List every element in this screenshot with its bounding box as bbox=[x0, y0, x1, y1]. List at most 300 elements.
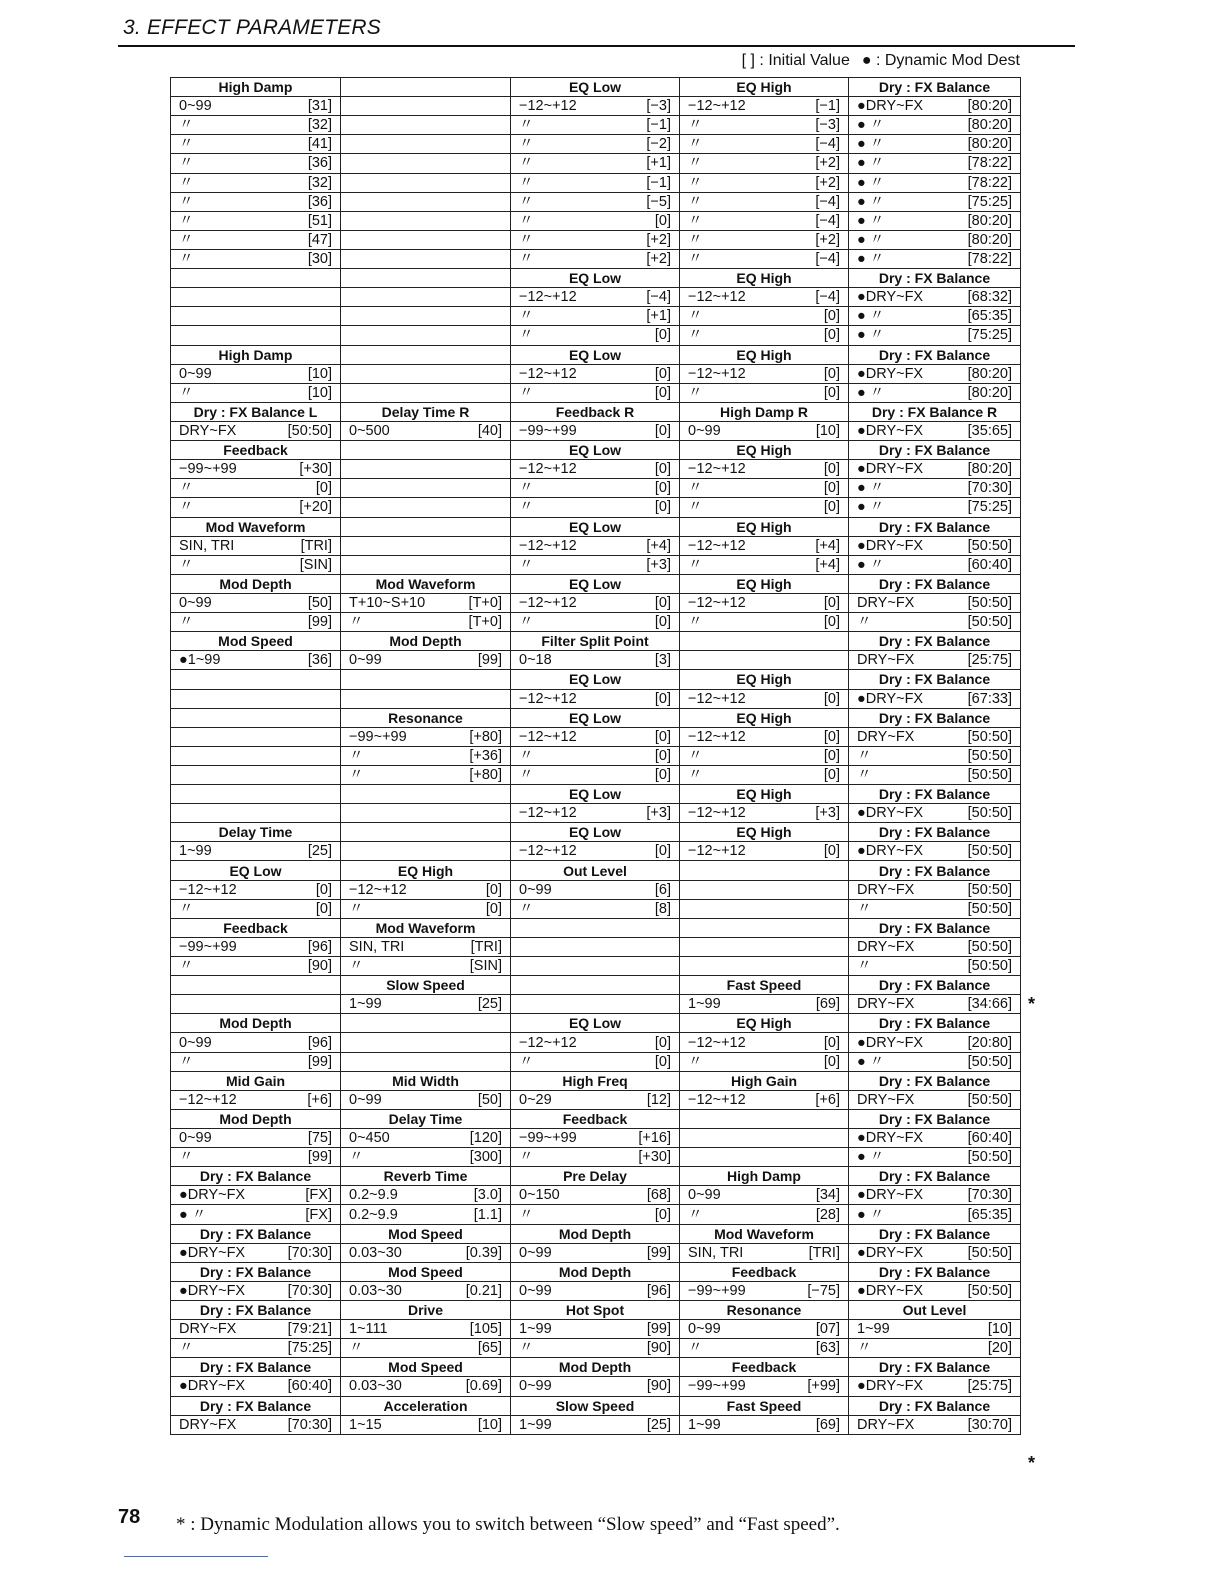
parameter-value-cell bbox=[511, 1090, 680, 1109]
empty-cell bbox=[680, 632, 849, 651]
initial-value: [32] bbox=[307, 117, 332, 134]
parameter-name-cell: Slow Speed bbox=[511, 1396, 680, 1415]
value-range: 〃 bbox=[857, 1340, 872, 1357]
parameter-value-cell bbox=[849, 555, 1021, 574]
value-range: 〃 bbox=[349, 1149, 364, 1166]
parameter-value-cell bbox=[171, 1205, 341, 1224]
table-row bbox=[171, 307, 1021, 326]
initial-value: [+36] bbox=[469, 747, 502, 764]
value-range: 〃 bbox=[349, 614, 364, 631]
initial-value: [0] bbox=[823, 747, 840, 764]
legend-dynamic-mod-dest: ● : Dynamic Mod Dest bbox=[861, 52, 1020, 69]
table-row bbox=[171, 937, 1021, 956]
initial-value: [−1] bbox=[815, 98, 840, 115]
initial-value: [10] bbox=[987, 1321, 1012, 1338]
value-range: DRY~FX bbox=[179, 1416, 237, 1433]
initial-value: [−4] bbox=[815, 289, 840, 306]
parameter-value-cell bbox=[341, 1243, 511, 1262]
empty-cell bbox=[341, 689, 511, 708]
parameter-value-cell bbox=[171, 613, 341, 632]
table-row bbox=[171, 230, 1021, 249]
parameter-value-cell bbox=[680, 613, 849, 632]
value-range: 〃 bbox=[688, 136, 703, 153]
parameter-value-cell bbox=[849, 230, 1021, 249]
empty-cell bbox=[341, 192, 511, 211]
initial-value: [60:40] bbox=[287, 1378, 332, 1395]
value-range: −12~+12 bbox=[519, 537, 577, 554]
value-range: −99~+99 bbox=[688, 1378, 746, 1395]
initial-value: [0] bbox=[654, 461, 671, 478]
parameter-name-cell: EQ Low bbox=[511, 785, 680, 804]
value-range: −12~+12 bbox=[519, 728, 577, 745]
initial-value: [0] bbox=[315, 881, 332, 898]
parameter-value-cell bbox=[849, 498, 1021, 517]
table-row bbox=[171, 651, 1021, 670]
value-range: 〃 bbox=[688, 174, 703, 191]
parameter-value-cell bbox=[511, 1186, 680, 1205]
parameter-value-cell bbox=[171, 192, 341, 211]
value-range: 1~99 bbox=[519, 1416, 552, 1433]
parameter-value-cell bbox=[511, 880, 680, 899]
parameter-value-cell bbox=[511, 288, 680, 307]
initial-value: [07] bbox=[815, 1321, 840, 1338]
value-range: 〃 bbox=[688, 308, 703, 325]
parameter-name-cell: Delay Time bbox=[341, 1109, 511, 1128]
parameter-name-cell: EQ High bbox=[680, 269, 849, 288]
table-row bbox=[171, 689, 1021, 708]
parameter-value-cell bbox=[849, 1377, 1021, 1396]
initial-value: [50] bbox=[307, 595, 332, 611]
parameter-value-cell bbox=[171, 880, 341, 899]
value-range: 〃 bbox=[349, 958, 364, 975]
value-range: 〃 bbox=[519, 384, 534, 401]
parameter-value-cell bbox=[511, 307, 680, 326]
parameter-value-cell bbox=[171, 364, 341, 383]
parameter-value-cell bbox=[511, 97, 680, 116]
table-row bbox=[171, 708, 1021, 727]
value-range: −12~+12 bbox=[688, 843, 746, 860]
parameter-value-cell bbox=[680, 1320, 849, 1339]
initial-value: [50:50] bbox=[967, 1282, 1012, 1299]
empty-cell bbox=[680, 957, 849, 976]
value-range: 〃 bbox=[349, 747, 364, 764]
parameter-value-cell bbox=[849, 937, 1021, 956]
initial-value: [0] bbox=[654, 614, 671, 631]
empty-cell bbox=[171, 804, 341, 823]
initial-value: [34:66] bbox=[967, 996, 1012, 1013]
initial-value: [+80] bbox=[469, 728, 502, 745]
initial-value: [75:25] bbox=[967, 193, 1012, 210]
parameter-value-cell bbox=[341, 1339, 511, 1358]
value-range: 〃 bbox=[519, 614, 534, 631]
parameter-value-cell bbox=[849, 364, 1021, 383]
initial-value: [TRI] bbox=[808, 1244, 840, 1261]
table-row bbox=[171, 97, 1021, 116]
parameter-value-cell bbox=[849, 536, 1021, 555]
table-row bbox=[171, 383, 1021, 402]
empty-cell bbox=[680, 880, 849, 899]
parameter-value-cell bbox=[680, 479, 849, 498]
parameter-name-cell: High Gain bbox=[680, 1071, 849, 1090]
initial-value: [+3] bbox=[815, 805, 840, 822]
value-range: 〃 bbox=[688, 327, 703, 344]
table-row bbox=[171, 1109, 1021, 1128]
parameter-value-cell bbox=[849, 1090, 1021, 1109]
parameter-value-cell bbox=[511, 536, 680, 555]
value-range: 〃 bbox=[857, 747, 872, 764]
parameter-name-cell: Mod Speed bbox=[341, 1262, 511, 1281]
value-range: 1~99 bbox=[349, 996, 382, 1013]
parameter-value-cell bbox=[171, 651, 341, 670]
parameter-name-cell: Fast Speed bbox=[680, 976, 849, 995]
parameter-value-cell bbox=[849, 249, 1021, 268]
empty-cell bbox=[341, 135, 511, 154]
initial-value: [TRI] bbox=[300, 537, 332, 554]
table-row bbox=[171, 861, 1021, 880]
parameter-name-cell: Mod Speed bbox=[341, 1224, 511, 1243]
empty-cell bbox=[341, 345, 511, 364]
value-range: 0~99 bbox=[349, 652, 382, 669]
initial-value: [69] bbox=[815, 1416, 840, 1433]
value-range: ●DRY~FX bbox=[857, 843, 924, 860]
parameter-value-cell bbox=[171, 1377, 341, 1396]
parameter-value-cell bbox=[171, 1090, 341, 1109]
table-row bbox=[171, 154, 1021, 173]
parameter-value-cell bbox=[341, 995, 511, 1014]
parameter-value-cell bbox=[171, 1243, 341, 1262]
parameter-value-cell bbox=[341, 937, 511, 956]
value-range: DRY~FX bbox=[857, 728, 915, 745]
parameter-value-cell bbox=[341, 1377, 511, 1396]
parameter-value-cell bbox=[849, 211, 1021, 230]
parameter-value-cell bbox=[511, 842, 680, 861]
initial-value: [50:50] bbox=[967, 728, 1012, 745]
table-row bbox=[171, 574, 1021, 593]
parameter-name-cell: Feedback bbox=[171, 441, 341, 460]
parameter-value-cell bbox=[680, 1339, 849, 1358]
initial-value: [70:30] bbox=[287, 1244, 332, 1261]
parameter-name-cell: Fast Speed bbox=[680, 1396, 849, 1415]
parameter-value-cell bbox=[680, 498, 849, 517]
value-range: SIN, TRI bbox=[688, 1244, 744, 1261]
value-range: DRY~FX bbox=[179, 423, 237, 440]
table-row bbox=[171, 1033, 1021, 1052]
parameter-name-cell: Feedback bbox=[680, 1358, 849, 1377]
parameter-value-cell bbox=[849, 613, 1021, 632]
parameter-name-cell: Dry : FX Balance bbox=[849, 976, 1021, 995]
parameter-name-cell: Dry : FX Balance bbox=[849, 861, 1021, 880]
value-range: 〃 bbox=[519, 212, 534, 229]
parameter-name-cell: High Damp bbox=[680, 1167, 849, 1186]
parameter-value-cell bbox=[511, 1205, 680, 1224]
value-range: −99~+99 bbox=[179, 938, 237, 955]
value-range: ● 〃 bbox=[857, 212, 885, 229]
table-row bbox=[171, 632, 1021, 651]
value-range: ● 〃 bbox=[857, 193, 885, 210]
initial-value: [105] bbox=[469, 1321, 502, 1338]
initial-value: [0] bbox=[823, 1053, 840, 1070]
parameter-value-cell bbox=[680, 1281, 849, 1300]
table-row bbox=[171, 402, 1021, 421]
initial-value: [90] bbox=[646, 1378, 671, 1395]
initial-value: [0.21] bbox=[465, 1282, 502, 1299]
parameter-value-cell bbox=[849, 995, 1021, 1014]
value-range: −12~+12 bbox=[519, 289, 577, 306]
parameter-name-cell: Dry : FX Balance bbox=[849, 918, 1021, 937]
parameter-name-cell: Dry : FX Balance bbox=[171, 1167, 341, 1186]
parameter-name-cell: Dry : FX Balance bbox=[849, 1358, 1021, 1377]
empty-cell bbox=[341, 823, 511, 842]
initial-value: [99] bbox=[307, 1053, 332, 1070]
initial-value: [−5] bbox=[646, 193, 671, 210]
initial-value: [67:33] bbox=[967, 690, 1012, 707]
parameter-name-cell: Dry : FX Balance bbox=[849, 785, 1021, 804]
parameter-value-cell bbox=[680, 421, 849, 440]
initial-value: [30] bbox=[307, 251, 332, 268]
parameter-value-cell bbox=[511, 746, 680, 765]
parameter-value-cell bbox=[680, 1033, 849, 1052]
parameter-value-cell bbox=[680, 460, 849, 479]
initial-value: [+3] bbox=[646, 805, 671, 822]
table-row bbox=[171, 1320, 1021, 1339]
value-range: −12~+12 bbox=[519, 1034, 577, 1051]
initial-value: [0] bbox=[654, 327, 671, 344]
parameter-name-cell: Dry : FX Balance bbox=[849, 1014, 1021, 1033]
parameter-value-cell bbox=[171, 97, 341, 116]
parameter-value-cell bbox=[511, 154, 680, 173]
parameter-value-cell bbox=[511, 460, 680, 479]
table-row bbox=[171, 1415, 1021, 1434]
table-row bbox=[171, 746, 1021, 765]
initial-value: [0] bbox=[654, 843, 671, 860]
parameter-name-cell: Dry : FX Balance bbox=[171, 1396, 341, 1415]
value-range: ●DRY~FX bbox=[179, 1187, 246, 1204]
parameter-name-cell: Dry : FX Balance L bbox=[171, 402, 341, 421]
initial-value: [99] bbox=[477, 652, 502, 669]
empty-cell bbox=[341, 479, 511, 498]
table-row bbox=[171, 1281, 1021, 1300]
value-range: 〃 bbox=[688, 556, 703, 573]
value-range: −12~+12 bbox=[519, 805, 577, 822]
parameter-value-cell bbox=[849, 173, 1021, 192]
parameter-value-cell bbox=[849, 307, 1021, 326]
parameter-name-cell: EQ High bbox=[680, 345, 849, 364]
value-range: −12~+12 bbox=[688, 690, 746, 707]
value-range: 0~29 bbox=[519, 1091, 552, 1108]
parameter-value-cell bbox=[511, 1320, 680, 1339]
initial-value: [20] bbox=[987, 1340, 1012, 1357]
parameter-value-cell bbox=[511, 1415, 680, 1434]
value-range: 0~99 bbox=[179, 365, 212, 382]
initial-value: [60:40] bbox=[967, 1130, 1012, 1147]
value-range: ● 〃 bbox=[857, 231, 885, 248]
initial-value: [65:35] bbox=[967, 308, 1012, 325]
value-range: 〃 bbox=[688, 1340, 703, 1357]
value-range: 〃 bbox=[519, 1340, 534, 1357]
initial-value: [10] bbox=[307, 384, 332, 401]
initial-value: [41] bbox=[307, 136, 332, 153]
value-range: 〃 bbox=[179, 556, 194, 573]
value-range: ● 〃 bbox=[857, 384, 885, 401]
table-row bbox=[171, 670, 1021, 689]
value-range: 〃 bbox=[688, 384, 703, 401]
table-row bbox=[171, 1358, 1021, 1377]
parameter-name-cell: High Freq bbox=[511, 1071, 680, 1090]
value-range: DRY~FX bbox=[857, 1416, 915, 1433]
parameter-value-cell bbox=[171, 842, 341, 861]
empty-cell bbox=[341, 288, 511, 307]
table-row bbox=[171, 957, 1021, 976]
table-row bbox=[171, 345, 1021, 364]
initial-value: [65:35] bbox=[967, 1206, 1012, 1223]
empty-cell bbox=[341, 1014, 511, 1033]
value-range: 〃 bbox=[688, 766, 703, 783]
initial-value: [50:50] bbox=[967, 881, 1012, 898]
asterisk-marker: * bbox=[1028, 1452, 1036, 1473]
parameter-name-cell: EQ Low bbox=[511, 345, 680, 364]
value-range: 〃 bbox=[349, 766, 364, 783]
parameter-value-cell bbox=[341, 651, 511, 670]
parameter-value-cell bbox=[511, 727, 680, 746]
initial-value: [99] bbox=[307, 1149, 332, 1166]
parameter-value-cell bbox=[849, 479, 1021, 498]
value-range: 〃 bbox=[179, 212, 194, 229]
initial-value: [0] bbox=[823, 614, 840, 631]
empty-cell bbox=[171, 326, 341, 345]
parameter-name-cell: Drive bbox=[341, 1301, 511, 1320]
table-row bbox=[171, 880, 1021, 899]
empty-cell bbox=[511, 918, 680, 937]
value-range: 〃 bbox=[349, 900, 364, 917]
initial-value: [300] bbox=[469, 1149, 502, 1166]
initial-value: [78:22] bbox=[967, 174, 1012, 191]
parameter-name-cell: Delay Time bbox=[171, 823, 341, 842]
parameter-name-cell: EQ High bbox=[680, 670, 849, 689]
value-range: ●DRY~FX bbox=[857, 537, 924, 554]
parameter-value-cell bbox=[511, 230, 680, 249]
table-row bbox=[171, 1243, 1021, 1262]
initial-value: [T+0] bbox=[468, 595, 502, 611]
table-row bbox=[171, 326, 1021, 345]
parameter-value-cell bbox=[171, 1148, 341, 1167]
value-range: DRY~FX bbox=[857, 938, 915, 955]
initial-value: [−75] bbox=[807, 1282, 840, 1299]
empty-cell bbox=[171, 727, 341, 746]
initial-value: [0] bbox=[315, 900, 332, 917]
parameter-value-cell bbox=[849, 97, 1021, 116]
value-range: ● 〃 bbox=[857, 1149, 885, 1166]
table-row bbox=[171, 727, 1021, 746]
table-row bbox=[171, 116, 1021, 135]
initial-value: [78:22] bbox=[967, 155, 1012, 172]
initial-value: [+30] bbox=[638, 1149, 671, 1166]
parameter-value-cell bbox=[171, 1033, 341, 1052]
parameter-value-cell bbox=[849, 116, 1021, 135]
initial-value: [70:30] bbox=[967, 480, 1012, 497]
value-range: 0~99 bbox=[179, 1130, 212, 1147]
parameter-name-cell: Mod Depth bbox=[341, 632, 511, 651]
table-row bbox=[171, 1224, 1021, 1243]
value-range: ● 〃 bbox=[857, 556, 885, 573]
value-range: 〃 bbox=[179, 155, 194, 172]
parameter-value-cell bbox=[511, 555, 680, 574]
table-row bbox=[171, 593, 1021, 612]
parameter-value-cell bbox=[680, 593, 849, 612]
initial-value: [+20] bbox=[299, 499, 332, 516]
initial-value: [90] bbox=[307, 958, 332, 975]
parameter-name-cell: Dry : FX Balance bbox=[849, 269, 1021, 288]
value-range: 〃 bbox=[179, 1340, 194, 1357]
empty-cell bbox=[680, 918, 849, 937]
initial-value: [68] bbox=[646, 1187, 671, 1204]
empty-cell bbox=[511, 995, 680, 1014]
initial-value: [−3] bbox=[646, 98, 671, 115]
initial-value: [80:20] bbox=[967, 136, 1012, 153]
value-range: ● 〃 bbox=[857, 499, 885, 516]
parameter-value-cell bbox=[849, 651, 1021, 670]
parameter-value-cell bbox=[680, 383, 849, 402]
table-row bbox=[171, 899, 1021, 918]
parameter-name-cell: Dry : FX Balance bbox=[171, 1224, 341, 1243]
parameter-value-cell bbox=[680, 995, 849, 1014]
table-row bbox=[171, 421, 1021, 440]
parameter-value-cell bbox=[171, 1320, 341, 1339]
value-range: 〃 bbox=[179, 480, 194, 497]
parameter-value-cell bbox=[849, 804, 1021, 823]
table-row bbox=[171, 1129, 1021, 1148]
initial-value: [78:22] bbox=[967, 251, 1012, 268]
value-range: 〃 bbox=[857, 766, 872, 783]
parameter-value-cell bbox=[171, 937, 341, 956]
initial-value: [25] bbox=[646, 1416, 671, 1433]
parameter-name-cell: Resonance bbox=[341, 708, 511, 727]
value-range: 〃 bbox=[519, 231, 534, 248]
parameter-name-cell: EQ Low bbox=[511, 78, 680, 97]
parameter-name-cell: Hot Spot bbox=[511, 1301, 680, 1320]
value-range: ●DRY~FX bbox=[857, 98, 924, 115]
parameter-value-cell bbox=[849, 689, 1021, 708]
parameter-value-cell bbox=[171, 421, 341, 440]
table-row bbox=[171, 1396, 1021, 1415]
parameter-value-cell bbox=[341, 899, 511, 918]
value-range: 〃 bbox=[179, 1053, 194, 1070]
parameter-value-cell bbox=[511, 421, 680, 440]
table-row bbox=[171, 1377, 1021, 1396]
parameter-value-cell bbox=[680, 97, 849, 116]
initial-value: [80:20] bbox=[967, 461, 1012, 478]
initial-value: [0] bbox=[654, 384, 671, 401]
parameter-name-cell: EQ High bbox=[680, 823, 849, 842]
initial-value: [25:75] bbox=[967, 1378, 1012, 1395]
empty-cell bbox=[171, 689, 341, 708]
empty-cell bbox=[341, 269, 511, 288]
parameter-name-cell: Mod Depth bbox=[511, 1224, 680, 1243]
value-range: 〃 bbox=[519, 766, 534, 783]
value-range: ●DRY~FX bbox=[857, 365, 924, 382]
value-range: 0~99 bbox=[179, 595, 212, 611]
parameter-value-cell bbox=[171, 116, 341, 135]
asterisk-marker: * bbox=[1028, 993, 1036, 1014]
empty-cell bbox=[341, 249, 511, 268]
parameter-name-cell: Reverb Time bbox=[341, 1167, 511, 1186]
table-row bbox=[171, 804, 1021, 823]
empty-cell bbox=[511, 937, 680, 956]
value-range: 0.2~9.9 bbox=[349, 1187, 398, 1204]
table-row bbox=[171, 192, 1021, 211]
initial-value: [50:50] bbox=[287, 423, 332, 440]
initial-value: [30:70] bbox=[967, 1416, 1012, 1433]
value-range: 0~150 bbox=[519, 1187, 560, 1204]
